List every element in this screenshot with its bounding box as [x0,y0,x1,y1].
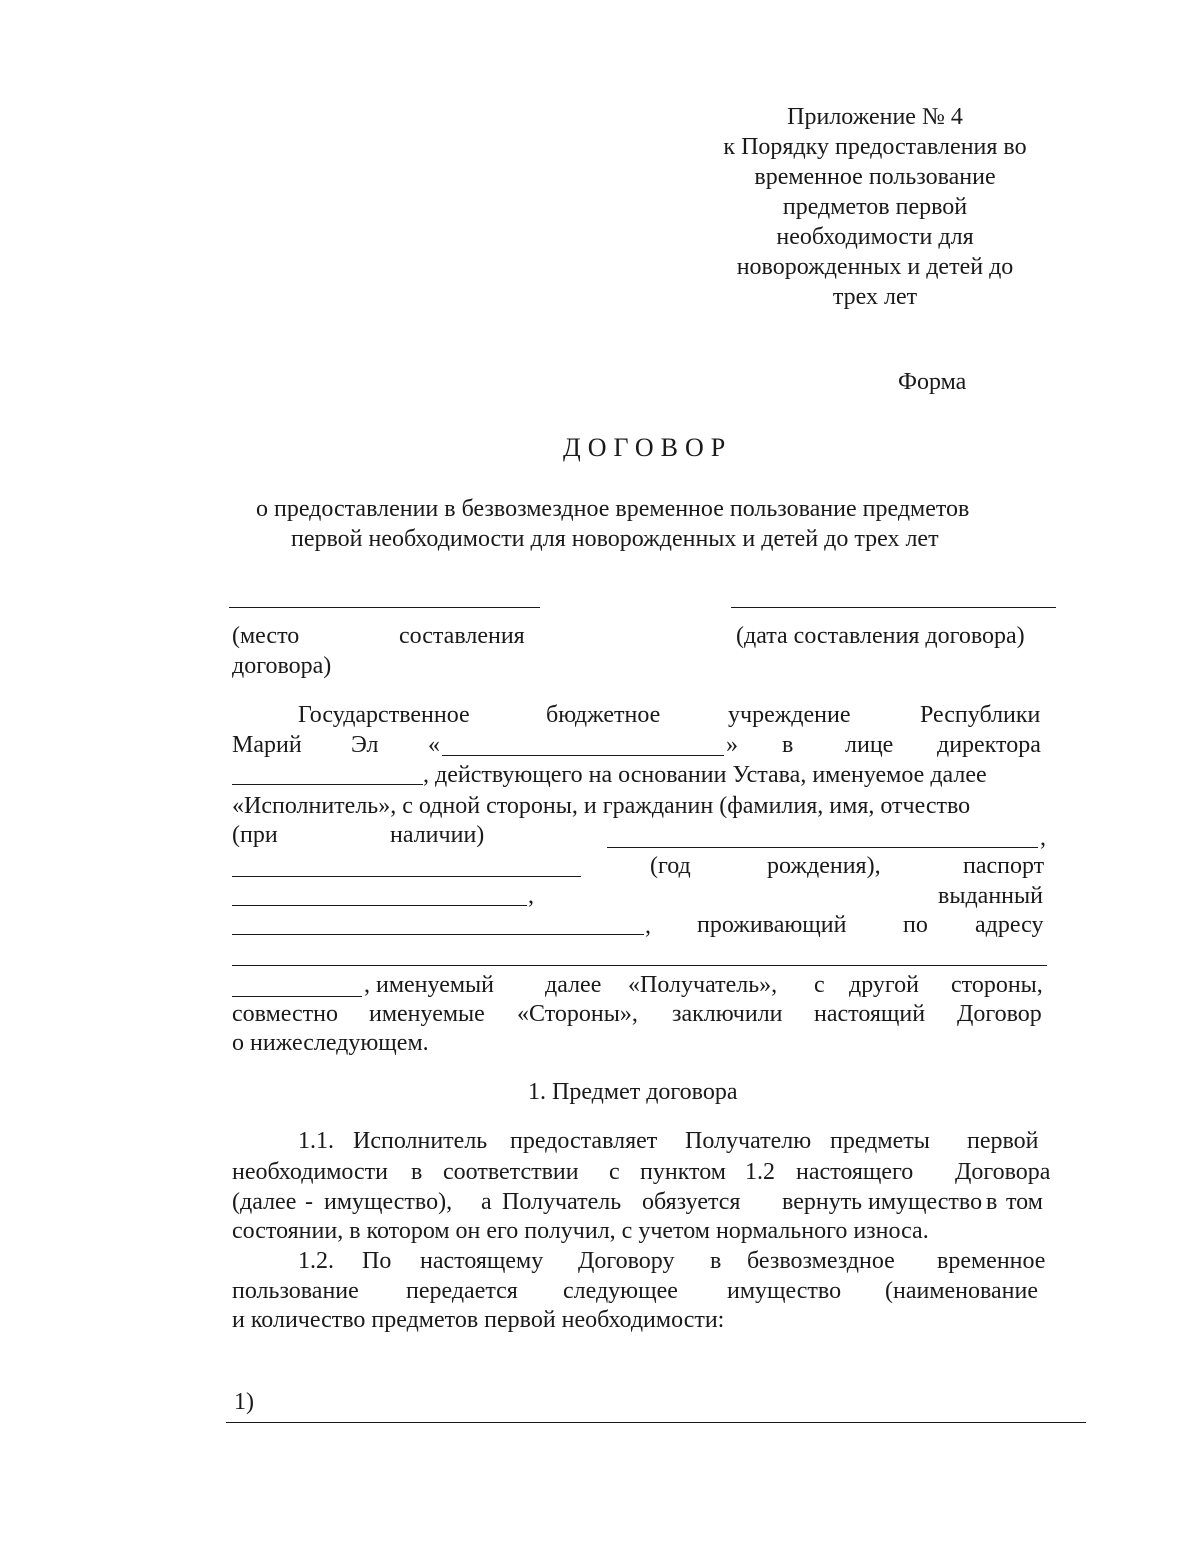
paragraph-word: в [782,732,794,758]
paragraph-word: пользование [232,1278,359,1304]
paragraph-word: Республики [920,702,1041,728]
paragraph-word: имущество [868,1189,983,1215]
paragraph-word: «Стороны», [517,1001,638,1027]
document-subtitle: первой необходимости для новорожденных и детей до трех лет [291,526,939,552]
paragraph-word: в [986,1189,998,1215]
place-caption: договора) [232,653,332,679]
paragraph-word: наличии) [390,822,485,848]
list-item-number: 1) [234,1389,254,1415]
passport-blank [232,905,527,906]
address-blank [232,965,1047,966]
paragraph-word: Договору [578,1248,675,1274]
paragraph-word: следующее [563,1278,678,1304]
paragraph-word: настоящего [796,1159,914,1185]
paragraph-word: (далее [232,1189,297,1215]
paragraph-text: , действующего на основании Устава, именуемое далее [423,762,987,788]
paragraph-text: «Исполнитель», с одной стороны, и гражданин (фамилия, имя, отчество [232,793,971,819]
address-blank-continued [232,996,362,997]
organization-name-blank [442,755,724,756]
paragraph-word: - [305,1189,313,1215]
paragraph-word: директора [937,732,1041,758]
paragraph-word: имущество), [324,1189,453,1215]
paragraph-word: , [1040,825,1046,851]
paragraph-word: имущество [727,1278,842,1304]
paragraph-word: Договор [957,1001,1042,1027]
annex-line: к Порядку предоставления во [723,134,1027,160]
paragraph-word: Получателю [685,1128,812,1154]
paragraph-word: настоящий [814,1001,926,1027]
paragraph-word: том [1006,1189,1043,1215]
paragraph-word: временное [937,1248,1046,1274]
paragraph-word: другой [849,972,919,998]
paragraph-word: обязуется [642,1189,741,1215]
document-subtitle: о предоставлении в безвозмездное временное пользование предметов [256,496,970,522]
paragraph-word: безвозмездное [747,1248,895,1274]
form-label: Форма [898,369,967,395]
paragraph-word: Исполнитель [353,1128,488,1154]
paragraph-text: состоянии, в котором он его получил, с учетом нормального износа. [232,1218,929,1244]
paragraph-word: паспорт [963,853,1045,879]
paragraph-word: Государственное [298,702,470,728]
paragraph-word: (при [232,822,278,848]
paragraph-word: заключили [672,1001,783,1027]
paragraph-word: Договора [955,1159,1051,1185]
paragraph-word: выданный [938,883,1043,909]
paragraph-word: пунктом [640,1159,726,1185]
paragraph-word: (год [650,853,691,879]
paragraph-word: необходимости [232,1159,389,1185]
annex-line: трех лет [832,284,918,310]
paragraph-word: в [411,1159,423,1185]
paragraph-word: лице [845,732,894,758]
annex-line: временное пользование [754,164,996,190]
paragraph-word: а [481,1189,492,1215]
paragraph-word: (наименование [885,1278,1039,1304]
issued-by-blank [232,934,644,935]
paragraph-word: 1.2 [745,1159,775,1185]
paragraph-word: проживающий [697,912,847,938]
annex-line: необходимости для [776,224,974,250]
paragraph-word: 1.1. [298,1128,334,1154]
paragraph-word: «Получатель», [628,972,778,998]
paragraph-word: вернуть [782,1189,863,1215]
place-caption: (место [232,623,300,649]
paragraph-word: с [609,1159,620,1185]
citizen-name-blank [607,847,1038,848]
place-caption: составления [399,623,525,649]
paragraph-word: , [645,913,651,939]
paragraph-word: с [814,972,825,998]
document-title: ДОГОВОР [563,433,733,462]
annex-line: Приложение № 4 [787,104,963,130]
paragraph-word: рождения), [767,853,881,879]
paragraph-word: Марий [232,732,302,758]
paragraph-word: предоставляет [510,1128,658,1154]
paragraph-word: Получатель [502,1189,622,1215]
paragraph-word: По [362,1248,392,1274]
paragraph-word: учреждение [728,702,851,728]
director-name-blank [232,784,423,785]
paragraph-word: , именуемый [364,972,495,998]
paragraph-word: предметы [830,1128,930,1154]
paragraph-word: » [726,732,738,758]
annex-header [690,102,1060,312]
paragraph-word: настоящему [420,1248,544,1274]
paragraph-word: « [428,732,440,758]
paragraph-word: , [528,883,534,909]
paragraph-word: совместно [232,1001,338,1027]
paragraph-word: 1.2. [298,1248,334,1274]
paragraph-word: именуемые [369,1001,485,1027]
date-caption: (дата составления договора) [736,623,1025,649]
paragraph-word: первой [967,1128,1039,1154]
place-blank-line [229,607,540,608]
paragraph-word: адресу [975,912,1044,938]
paragraph-word: в [710,1248,722,1274]
paragraph-word: стороны, [951,972,1043,998]
section-heading: 1. Предмет договора [528,1079,738,1105]
paragraph-text: о нижеследующем. [232,1030,429,1056]
paragraph-word: передается [406,1278,518,1304]
paragraph-word: бюджетное [546,702,661,728]
paragraph-word: по [903,912,928,938]
annex-line: предметов первой [782,194,968,220]
paragraph-text: и количество предметов первой необходимости: [232,1307,725,1333]
paragraph-word: Эл [351,732,379,758]
birth-year-blank [232,876,581,877]
annex-line: новорожденных и детей до [736,254,1014,280]
item-blank-line [226,1422,1086,1423]
date-blank-line [731,607,1056,608]
paragraph-word: далее [545,972,602,998]
paragraph-word: соответствии [443,1159,579,1185]
